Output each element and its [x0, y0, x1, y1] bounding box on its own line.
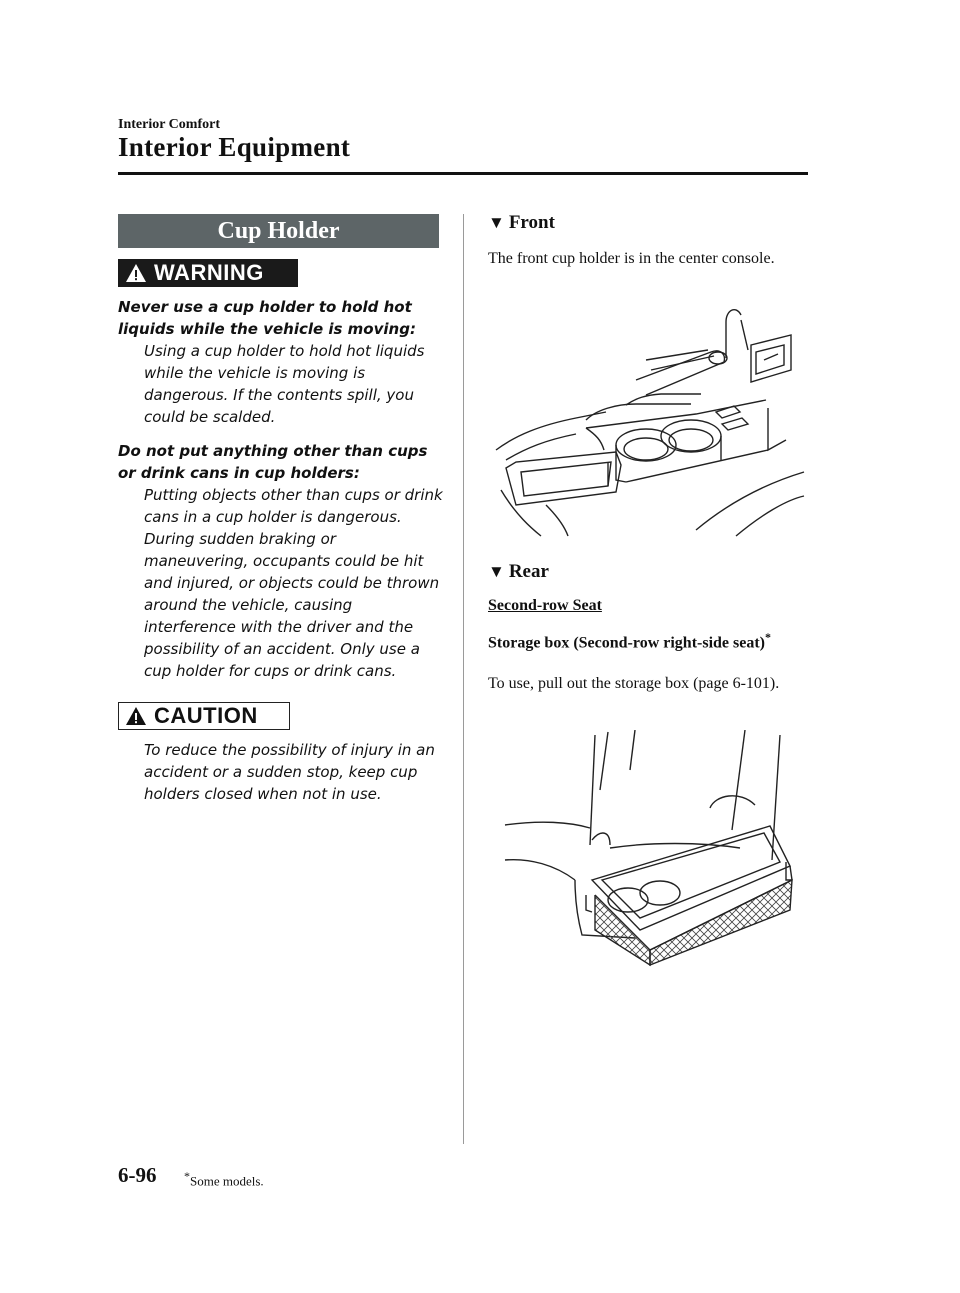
section-label: Interior Comfort [118, 117, 220, 132]
storage-box-heading [488, 626, 788, 654]
page-heading: Interior Equipment [118, 132, 351, 162]
front-heading-text: Front [508, 212, 555, 233]
rear-marker: ▼ [488, 562, 505, 581]
warning-icon [125, 263, 147, 283]
footnote [184, 1169, 264, 1189]
front-marker: ▼ [488, 213, 505, 232]
caution-body: To reduce the possibility of injury in an accident or a sudden stop, keep cup holders closed when not in use. [144, 741, 435, 803]
storage-box-text: To use, pull out the storage box (page 6-101). [488, 675, 780, 692]
some-models-marker: * [765, 630, 772, 644]
warning-item-1-heading: Never use a cup holder to hold hot liquids while the vehicle is moving: [118, 298, 416, 338]
warning-item-1 [118, 296, 443, 428]
front-text: The front cup holder is in the center console. [488, 250, 775, 267]
caution-label [118, 702, 290, 730]
warning-label [118, 259, 298, 287]
front-console-illustration [486, 300, 806, 538]
warning-item-2 [118, 440, 443, 682]
header-rule [118, 172, 808, 175]
rear-heading [488, 561, 549, 583]
caution-label-text: CAUTION [154, 703, 258, 728]
rear-storage-box-illustration [500, 730, 800, 970]
warning-item-2-body-2: During sudden braking or maneuvering, occupants could be hit and injured, or objects could be thrown around the vehicle, causing interference with the driver and the possibility of an accident. Only use a cup holder for cups or drink cans. [144, 530, 440, 680]
rear-heading-text: Rear [508, 561, 549, 582]
cup-holder-title: Cup Holder [118, 214, 439, 248]
second-row-seat-heading: Second-row Seat [488, 597, 602, 614]
warning-item-1-body: Using a cup holder to hold hot liquids while the vehicle is moving is dangerous. If the contents spill, you could be scalded. [144, 342, 425, 426]
page-number: 6-96 [118, 1163, 157, 1187]
front-heading [488, 212, 555, 234]
warning-item-2-heading: Do not put anything other than cups or drink cans in cup holders: [118, 442, 428, 482]
footnote-marker: * [184, 1169, 190, 1183]
warning-icon [125, 706, 147, 726]
footnote-text: Some models. [190, 1173, 264, 1189]
column-divider [463, 214, 464, 1144]
warning-item-2-body: Putting objects other than cups or drink cans in a cup holder is dangerous. [144, 486, 443, 526]
warning-label-text: WARNING [154, 260, 264, 285]
storage-box-heading-text: Storage box (Second-row right-side seat) [488, 634, 766, 652]
